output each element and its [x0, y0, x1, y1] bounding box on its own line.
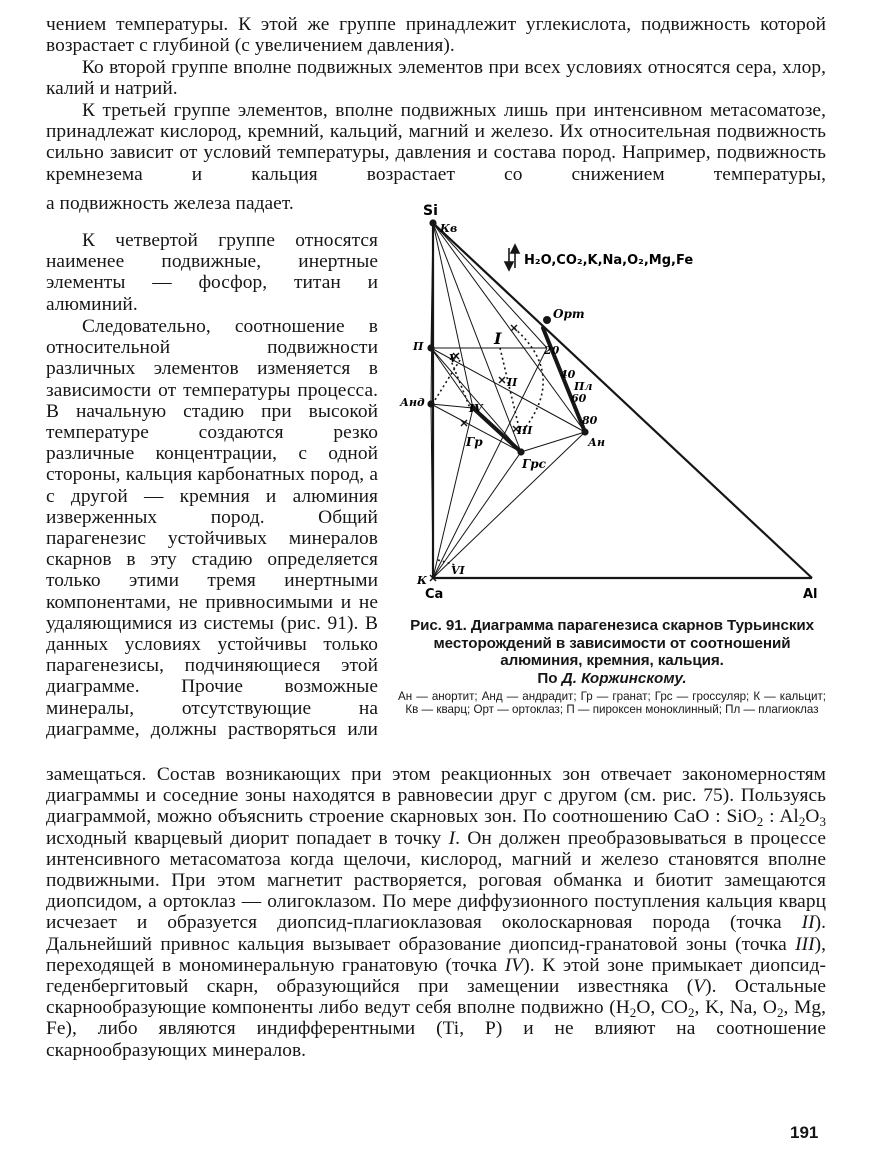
point-ref: III: [795, 933, 815, 955]
subscript: 2: [629, 1005, 637, 1021]
paragraph-2: Ко второй группе вполне подвижных элементов при всех условиях относятся сера, хлор, калий и натрий.: [46, 57, 826, 100]
p7-text-o: O, CO: [636, 997, 688, 1019]
label-and: Анд: [400, 396, 425, 409]
label-k: К: [417, 574, 428, 587]
caption-legend: Ан — анортит; Анд — андрадит; Гр — гранат; Грс — гроссуляр; К — кальцит; Кв — кварц; Орт — ортоклаз; П — пироксен моноклинный; Пл — плагиоклаз: [398, 690, 826, 717]
subscript: 2: [798, 814, 806, 830]
p7-text-c: O: [805, 806, 820, 828]
p7-text-n: ). Остальные скарнообразующие компоненты либо ведут себя вполне подвижно (H: [46, 976, 826, 1019]
triangle-frame: [433, 223, 812, 578]
p7-text-d: исходный кварцевый диорит попадает в точку: [46, 827, 449, 849]
caption-author-prefix: По: [537, 669, 562, 687]
point-ref: IV: [504, 954, 524, 976]
label-40: 40: [560, 368, 576, 381]
p7-text-b: : Al: [763, 806, 799, 828]
label-point-5: V: [449, 352, 458, 365]
label-60: 60: [571, 392, 587, 405]
label-80: 80: [582, 414, 598, 427]
paragraph-6: Следовательно, соотношение в относительной подвижности различных элементов изменяется в зависимости от температуры процесса. В начальную стадию при высокой температуре создаются резко различные концентрации, с одной стороны, кальция карбонатных пород, а с другой — кремния и алюминия изверженных пород. Общий парагенезис устойчивых минералов скарнов в эту стадию определяется только этими тремя инертными компонентами, не привносимыми и не удаляющимися из системы (рис. 91). В данных условиях устойчивы только парагенезисы, подчиняющиеся этой диаграмме. Прочие возможные минералы, отсутствующие на диаграмме, должны растворяться или: [46, 316, 378, 740]
caption-title: Рис. 91. Диаграмма парагенезиса скарнов Турьинских месторождений в зависимости от соотношений алюминия, кремния, кальция.: [410, 617, 814, 669]
point-ref: I: [448, 827, 456, 849]
label-al: Al: [803, 587, 818, 602]
label-point-3: III: [517, 424, 533, 437]
label-point-6: VI: [451, 564, 465, 577]
caption-author: [398, 670, 826, 688]
point-ref: II: [801, 912, 815, 934]
label-point-4: IV: [469, 402, 483, 415]
label-gr: Гр: [466, 435, 483, 449]
label-ca: Ca: [425, 587, 444, 602]
p7-text-a: замещаться. Состав возникающих при этом реакционных зон отвечает закономерностям диаграммы и соседние зоны находятся в равновесии друг с другом (см. рис. 75). Пользуясь диаграммой, можно объяснить строение скарновых зон. По соотношению CaO : SiO: [46, 764, 826, 828]
caption-author-name: Д. Коржинскому.: [561, 669, 687, 687]
label-orth: Орт: [553, 307, 585, 321]
mobile-arrows: [505, 245, 519, 270]
label-grs: Грс: [522, 457, 546, 471]
point-ref: V: [693, 976, 706, 998]
p7-text-j: ), переходящей в мономинеральную гранатовую (точка: [46, 933, 826, 976]
label-20: 20: [544, 344, 560, 357]
paragraph-1: чением температуры. К этой же группе принадлежит углекислота, подвижность которой возрастает с глубиной (с увеличением давления).: [46, 14, 826, 57]
label-si: Si: [423, 203, 438, 219]
label-mobile: H₂O,CO₂,K,Na,O₂,Mg,Fe: [524, 253, 694, 268]
subscript: 2: [687, 1005, 695, 1021]
p7-text-h: ). Дальнейший привнос кальция вызывает образование диопсид-гранатовой зоны (точка: [46, 912, 826, 955]
label-point-1: I: [494, 329, 502, 348]
p7-text-f: . Он должен преобразовываться в процессе интенсивного метасоматоза когда щелочи, кислород, магний и железо становятся вполне подвижными. При этом магнетит растворяется, роговая обманка и биотит замещаются диопсидом, а ортоклаз — олигоклазом. По мере диффузионного поступления кальция кварц исчезает и образуется диопсид-плагиоклазовая околоскарновая порода (точка: [46, 827, 826, 934]
paragraph-4: а подвижность железа падает.: [46, 193, 294, 214]
subscript: 3: [819, 814, 826, 830]
label-pl: Пл: [574, 380, 593, 393]
figure-caption: [398, 617, 826, 717]
label-point-2: II: [507, 376, 518, 389]
label-kv: Кв: [440, 222, 458, 235]
p7-text-p: , K, Na, O: [694, 997, 777, 1019]
paragenesis-diagram: [392, 196, 832, 606]
tie-lines: [431, 223, 585, 578]
page-number: 191: [790, 1123, 819, 1142]
p7-text-q: , Mg, Fe), либо являются индифферентными (Ti, P) и не влияют на соотношение скарнообразующих минералов.: [46, 997, 827, 1061]
label-an: Ан: [588, 436, 605, 449]
subscript: 2: [776, 1005, 784, 1021]
diagram-svg: [392, 196, 832, 606]
subscript: 2: [756, 814, 764, 830]
p7-text-l: ). К этой зоне примыкает диопсид-геденбергитовый скарн, образующийся при замещении известняка (: [46, 954, 826, 998]
label-p: П: [413, 340, 424, 353]
paragraph-7: [46, 764, 826, 1061]
cross-markers: [430, 325, 519, 581]
paragraph-5: К четвертой группе относятся наименее подвижные, инертные элементы — фосфор, титан и алюминий.: [46, 230, 378, 315]
paragraph-3: К третьей группе элементов, вполне подвижных лишь при интенсивном метасоматозе, принадлежат кислород, кремний, кальций, магний и железо. Их относительная подвижность сильно зависит от условий температуры, давления и состава пород. Например, подвижность кремнезема и кальция возрастает со снижением температуры,: [46, 100, 826, 185]
